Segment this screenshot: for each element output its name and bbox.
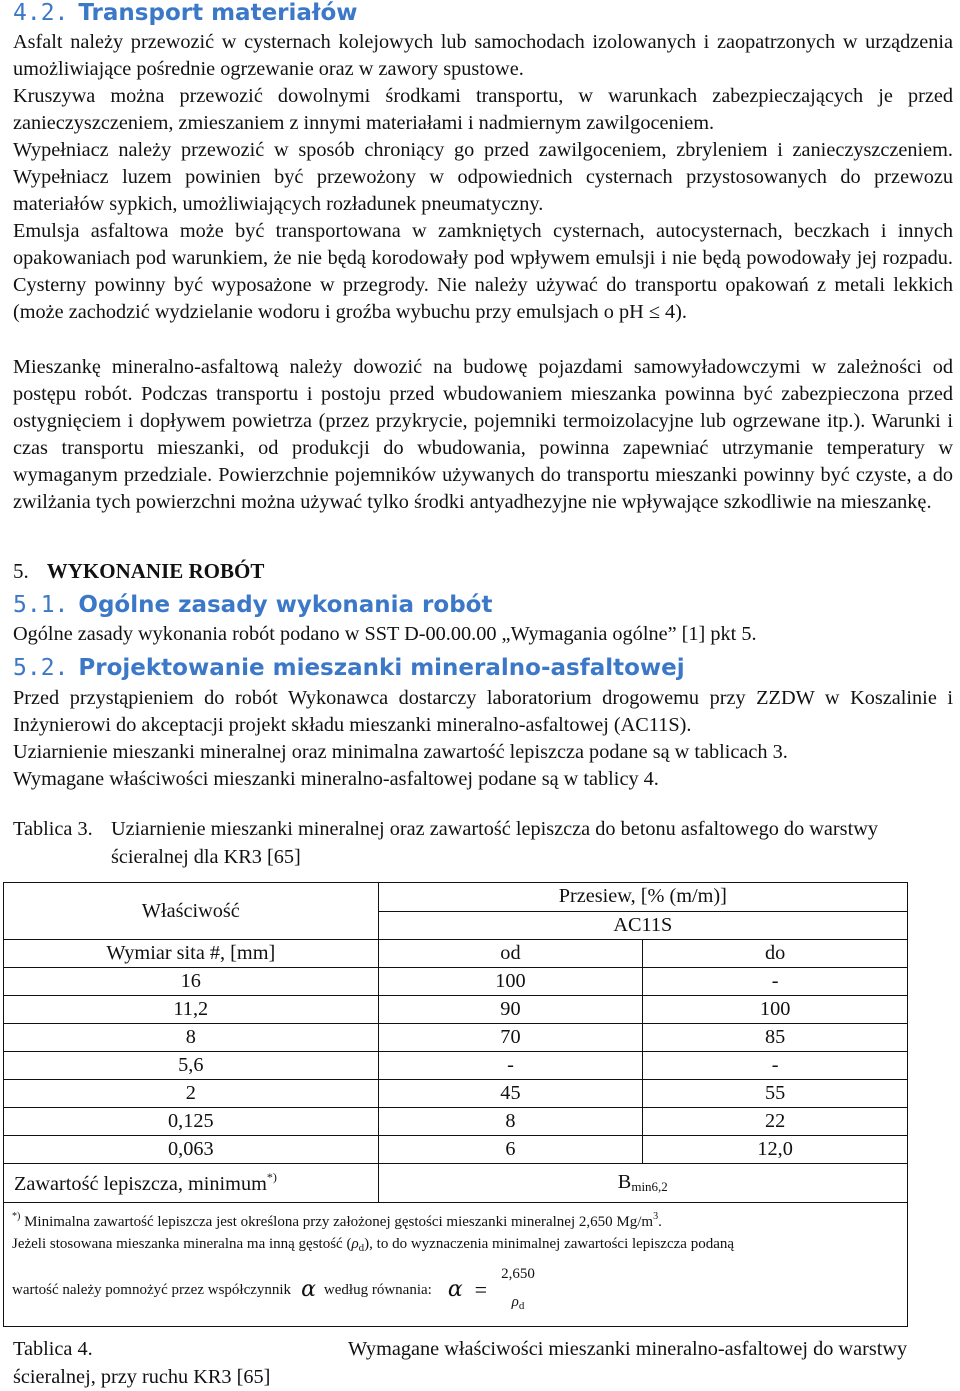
paragraph-asphalt: Asfalt należy przewozić w cysternach kolejowych lub samochodach izolowanych i zaopatrzonych w urządzenia umożliwiające pośrednie ogrzewanie oraz w zawory spustowe.: [13, 31, 953, 81]
paragraph-aggregates: Kruszywa można przewozić dowolnymi środkami transportu, w warunkach zabezpieczających je przed zanieczyszczeniem, zmieszaniem z innymi materiałami i nadmiernym zawilgoceniem.: [13, 85, 953, 135]
table-row-binder: [4, 1164, 908, 1203]
table3-label: Tablica 3.: [13, 818, 93, 840]
heading-title: Projektowanie mieszanki mineralno-asfaltowej: [78, 655, 685, 681]
heading-number: 5.: [13, 559, 29, 583]
note-1-end: .: [658, 1214, 662, 1230]
heading-5-2: [13, 655, 685, 681]
cell-from: -: [378, 1052, 643, 1080]
paragraph-general-rules: Ogólne zasady wykonania robót podano w SST D-00.00.00 „Wymagania ogólne” [1] pkt 5.: [13, 623, 757, 645]
table4-title: Wymagane właściwości mieszanki mineralno-asfaltowej do warstwy ścieralnej, przy ruchu KR3 [65]: [13, 1338, 908, 1388]
note-1-superscript: 3: [653, 1211, 659, 1222]
cell-sieve: 11,2: [4, 996, 379, 1024]
cell-sieve: 2: [4, 1080, 379, 1108]
cell-sieve: 8: [4, 1024, 379, 1052]
binder-label-cell: [4, 1164, 379, 1203]
table-row: [4, 1024, 908, 1052]
paragraph-mixture: Mieszankę mineralno-asfaltową należy dowozić na budowę pojazdami samowyładowczymi w zależności od postępu robót. Podczas transportu i postoju przed wbudowaniem mieszanka powinna być zabezpieczona przed ostygnięciem i dopływem powietrza (przez przykrycie, pojemniki termoizolacyjne lub ogrzewane itp.). Warunki i czas transportu mieszanki, od produkcji do wbudowania, powinna zapewniać utrzymanie temperatury w wymaganym przedziale. Powierzchnie pojemników używanych do transportu mieszanki powinny być czyste, a do zwilżania tych powierzchni można używać tylko środki antyadhezyjne nie wpływające szkodliwie na mieszankę.: [13, 356, 953, 514]
table-header-row: [4, 883, 908, 912]
cell-to: -: [643, 968, 908, 996]
cell-to: -: [643, 1052, 908, 1080]
binder-footnote-mark: *): [266, 1170, 277, 1184]
table-row: [4, 1136, 908, 1164]
table4-caption: [13, 1336, 953, 1391]
table-row: [4, 996, 908, 1024]
fraction-rho-subscript: d: [518, 1300, 525, 1312]
cell-to: 12,0: [643, 1136, 908, 1164]
paragraph-properties: Wymagane właściwości mieszanki mineralno-asfaltowej podane są w tablicy 4.: [13, 768, 659, 790]
cell-to: 55: [643, 1080, 908, 1108]
table-notes-row: [4, 1203, 908, 1327]
rho-subscript: d: [358, 1242, 365, 1254]
heading-5-1: [13, 592, 492, 618]
paragraph-emulsion: Emulsja asfaltowa może być transportowana w zamkniętych cysternach, autocysternach, beczkach i innych opakowaniach pod warunkiem, że nie będą korodowały pod wpływem emulsji i nie będą powodowały jej rozpadu. Cysterny powinny być wyposażone w przegrody. Nie należy używać do transportu opakowań z metali lekkich (może zachodzić wydzielanie wodoru i groźba wybuchu przy emulsjach o pH ≤ 4).: [13, 220, 953, 324]
heading-number: 4.2.: [13, 0, 69, 26]
note-3-text-a: wartość należy pomnożyć przez współczynnik: [12, 1282, 292, 1298]
cell-sieve: 16: [4, 968, 379, 996]
header-property: Właściwość: [4, 883, 379, 940]
heading-number: 5.2.: [13, 655, 69, 681]
fraction-denominator: [508, 1286, 529, 1316]
heading-title: WYKONANIE ROBÓT: [46, 559, 265, 583]
binder-value-cell: [378, 1164, 907, 1203]
table-notes: [4, 1203, 908, 1327]
table-header-row: [4, 940, 908, 968]
table4-label: Tablica 4.: [13, 1338, 93, 1360]
fraction-numerator: 2,650: [501, 1266, 535, 1282]
paragraph-design: Przed przystąpieniem do robót Wykonawca dostarczy laboratorium drogowemu przy ZZDW w Koszalinie i Inżynierowi do akceptacji projekt składu mieszanki mineralno-asfaltowej (AC11S).: [13, 687, 953, 737]
table-row: [4, 1052, 908, 1080]
binder-label: Zawartość lepiszcza, minimum: [14, 1173, 267, 1195]
binder-value: B: [617, 1171, 632, 1193]
note-1-text: Minimalna zawartość lepiszcza jest określona przy założonej gęstości mieszanki mineralnej 2,650 Mg/m: [24, 1214, 654, 1230]
table-row: [4, 968, 908, 996]
heading-5: [13, 559, 264, 584]
table-row: [4, 1080, 908, 1108]
equals-sign: =: [474, 1277, 488, 1302]
table3-caption: [13, 816, 953, 872]
rho-symbol: ρ: [351, 1236, 359, 1252]
header-sieve-size: Wymiar sita #, [mm]: [4, 940, 379, 968]
table3-title: Uziarnienie mieszanki mineralnej oraz zawartość lepiszcza do betonu asfaltowego do warstwy ścieralnej dla KR3 [65]: [111, 818, 878, 868]
cell-sieve: 5,6: [4, 1052, 379, 1080]
header-mix: AC11S: [378, 911, 907, 940]
heading-title: Transport materiałów: [78, 0, 358, 26]
cell-from: 90: [378, 996, 643, 1024]
heading-number: 5.1.: [13, 592, 69, 618]
note-3-text-b: według równania:: [323, 1282, 432, 1298]
table3: [3, 882, 908, 1327]
note-line-1: [12, 1207, 901, 1232]
note-line-2: [12, 1234, 901, 1258]
cell-sieve: 0,063: [4, 1136, 379, 1164]
binder-subscript: min6,2: [631, 1179, 668, 1194]
fraction: [497, 1264, 539, 1316]
heading-title: Ogólne zasady wykonania robót: [78, 592, 493, 618]
cell-from: 70: [378, 1024, 643, 1052]
alpha-equation-symbol: α: [447, 1277, 463, 1302]
cell-to: 85: [643, 1024, 908, 1052]
note-2-text-a: Jeżeli stosowana mieszanka mineralna ma inną gęstość (: [12, 1236, 352, 1252]
table-row: [4, 1108, 908, 1136]
cell-from: 8: [378, 1108, 643, 1136]
cell-to: 100: [643, 996, 908, 1024]
header-from: od: [378, 940, 643, 968]
heading-4-2: [13, 0, 358, 26]
alpha-symbol: α: [301, 1277, 316, 1302]
note-line-3: [12, 1264, 901, 1316]
paragraph-filler: Wypełniacz należy przewozić w sposób chroniący go przed zawilgoceniem, zbryleniem i zanieczyszczeniem. Wypełniacz luzem powinien być przewożony w odpowiednich cysternach przystosowanych do przewozu materiałów sypkich, umożliwiających rozładunek pneumatyczny.: [13, 139, 953, 216]
fraction-rho: ρ: [511, 1294, 519, 1310]
cell-from: 100: [378, 968, 643, 996]
header-to: do: [643, 940, 908, 968]
note-mark: *): [12, 1211, 21, 1222]
note-2-text-b: ), to do wyznaczenia minimalnej zawartości lepiszcza podaną: [364, 1236, 735, 1252]
cell-sieve: 0,125: [4, 1108, 379, 1136]
cell-from: 6: [378, 1136, 643, 1164]
cell-from: 45: [378, 1080, 643, 1108]
cell-to: 22: [643, 1108, 908, 1136]
paragraph-grading: Uziarnienie mieszanki mineralnej oraz minimalna zawartość lepiszcza podane są w tablicach 3.: [13, 741, 788, 763]
header-sieve: Przesiew, [% (m/m)]: [378, 883, 907, 912]
